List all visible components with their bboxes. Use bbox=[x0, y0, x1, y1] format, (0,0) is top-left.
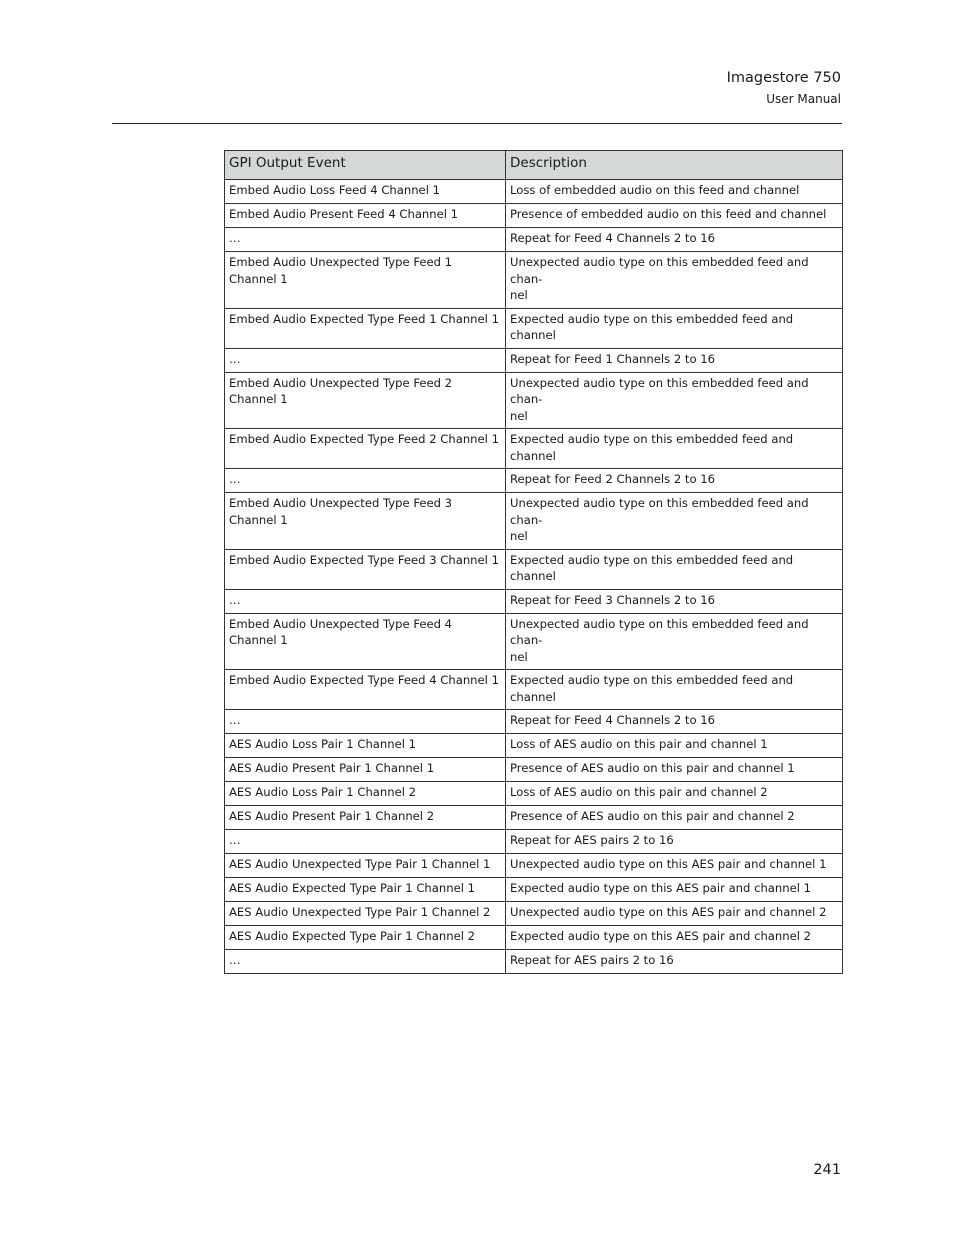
table-header-row bbox=[225, 151, 843, 180]
description-cell: Repeat for Feed 4 Channels 2 to 16 bbox=[506, 710, 843, 734]
table-row bbox=[225, 782, 843, 806]
table-row bbox=[225, 372, 843, 429]
event-cell: AES Audio Loss Pair 1 Channel 2 bbox=[225, 782, 506, 806]
description-cell: Repeat for AES pairs 2 to 16 bbox=[506, 950, 843, 974]
event-cell: Embed Audio Unexpected Type Feed 3 Channel 1 bbox=[225, 493, 506, 550]
event-cell: AES Audio Loss Pair 1 Channel 1 bbox=[225, 734, 506, 758]
table-row bbox=[225, 493, 843, 550]
table-row bbox=[225, 228, 843, 252]
description-cell: Loss of AES audio on this pair and channel 2 bbox=[506, 782, 843, 806]
table-row bbox=[225, 180, 843, 204]
table-row bbox=[225, 613, 843, 670]
event-cell: Embed Audio Present Feed 4 Channel 1 bbox=[225, 204, 506, 228]
document-subtitle: User Manual bbox=[766, 92, 841, 106]
event-cell: AES Audio Present Pair 1 Channel 2 bbox=[225, 806, 506, 830]
event-cell: … bbox=[225, 710, 506, 734]
description-cell: Expected audio type on this embedded feed and channel bbox=[506, 308, 843, 348]
table-row bbox=[225, 429, 843, 469]
event-cell: … bbox=[225, 830, 506, 854]
description-cell: Expected audio type on this AES pair and channel 2 bbox=[506, 926, 843, 950]
table-body bbox=[225, 180, 843, 974]
table-row bbox=[225, 734, 843, 758]
event-cell: AES Audio Expected Type Pair 1 Channel 1 bbox=[225, 878, 506, 902]
table-row bbox=[225, 308, 843, 348]
header-divider bbox=[112, 123, 842, 124]
description-cell: Presence of AES audio on this pair and channel 1 bbox=[506, 758, 843, 782]
description-cell: Repeat for Feed 2 Channels 2 to 16 bbox=[506, 469, 843, 493]
table-row bbox=[225, 830, 843, 854]
description-cell: Presence of embedded audio on this feed and channel bbox=[506, 204, 843, 228]
table-row bbox=[225, 758, 843, 782]
description-cell: Repeat for AES pairs 2 to 16 bbox=[506, 830, 843, 854]
table-row bbox=[225, 670, 843, 710]
description-cell: Repeat for Feed 1 Channels 2 to 16 bbox=[506, 348, 843, 372]
table-row bbox=[225, 806, 843, 830]
event-cell: AES Audio Unexpected Type Pair 1 Channel 1 bbox=[225, 854, 506, 878]
description-cell: Repeat for Feed 3 Channels 2 to 16 bbox=[506, 589, 843, 613]
event-cell: … bbox=[225, 950, 506, 974]
description-cell: Loss of embedded audio on this feed and channel bbox=[506, 180, 843, 204]
table-row bbox=[225, 854, 843, 878]
event-cell: Embed Audio Expected Type Feed 3 Channel 1 bbox=[225, 549, 506, 589]
event-cell: AES Audio Unexpected Type Pair 1 Channel 2 bbox=[225, 902, 506, 926]
event-cell: … bbox=[225, 348, 506, 372]
gpi-output-events-table bbox=[224, 150, 843, 974]
description-cell: Unexpected audio type on this embedded feed and chan- nel bbox=[506, 372, 843, 429]
description-cell: Presence of AES audio on this pair and channel 2 bbox=[506, 806, 843, 830]
table-row bbox=[225, 950, 843, 974]
table-row bbox=[225, 926, 843, 950]
event-cell: Embed Audio Unexpected Type Feed 2 Channel 1 bbox=[225, 372, 506, 429]
description-cell: Expected audio type on this AES pair and channel 1 bbox=[506, 878, 843, 902]
page-number: 241 bbox=[813, 1162, 841, 1178]
description-cell: Unexpected audio type on this AES pair and channel 1 bbox=[506, 854, 843, 878]
description-cell: Unexpected audio type on this embedded feed and chan- nel bbox=[506, 252, 843, 309]
column-header-description: Description bbox=[506, 151, 843, 180]
event-cell: Embed Audio Expected Type Feed 1 Channel 1 bbox=[225, 308, 506, 348]
table-row bbox=[225, 348, 843, 372]
table-row bbox=[225, 204, 843, 228]
description-cell: Expected audio type on this embedded feed and channel bbox=[506, 549, 843, 589]
column-header-event: GPI Output Event bbox=[225, 151, 506, 180]
description-cell: Expected audio type on this embedded feed and channel bbox=[506, 670, 843, 710]
table-row bbox=[225, 469, 843, 493]
description-cell: Unexpected audio type on this embedded feed and chan- nel bbox=[506, 493, 843, 550]
event-cell: Embed Audio Unexpected Type Feed 1 Channel 1 bbox=[225, 252, 506, 309]
event-cell: … bbox=[225, 228, 506, 252]
description-cell: Unexpected audio type on this AES pair and channel 2 bbox=[506, 902, 843, 926]
table-row bbox=[225, 902, 843, 926]
event-cell: Embed Audio Expected Type Feed 2 Channel 1 bbox=[225, 429, 506, 469]
table-row bbox=[225, 252, 843, 309]
document-title: Imagestore 750 bbox=[726, 70, 841, 86]
description-cell: Unexpected audio type on this embedded feed and chan- nel bbox=[506, 613, 843, 670]
table-row bbox=[225, 710, 843, 734]
table-row bbox=[225, 589, 843, 613]
event-cell: … bbox=[225, 589, 506, 613]
event-cell: Embed Audio Expected Type Feed 4 Channel 1 bbox=[225, 670, 506, 710]
description-cell: Loss of AES audio on this pair and channel 1 bbox=[506, 734, 843, 758]
description-cell: Repeat for Feed 4 Channels 2 to 16 bbox=[506, 228, 843, 252]
event-cell: Embed Audio Unexpected Type Feed 4 Channel 1 bbox=[225, 613, 506, 670]
table-row bbox=[225, 878, 843, 902]
event-cell: … bbox=[225, 469, 506, 493]
event-cell: AES Audio Expected Type Pair 1 Channel 2 bbox=[225, 926, 506, 950]
table-row bbox=[225, 549, 843, 589]
description-cell: Expected audio type on this embedded feed and channel bbox=[506, 429, 843, 469]
event-cell: Embed Audio Loss Feed 4 Channel 1 bbox=[225, 180, 506, 204]
event-cell: AES Audio Present Pair 1 Channel 1 bbox=[225, 758, 506, 782]
